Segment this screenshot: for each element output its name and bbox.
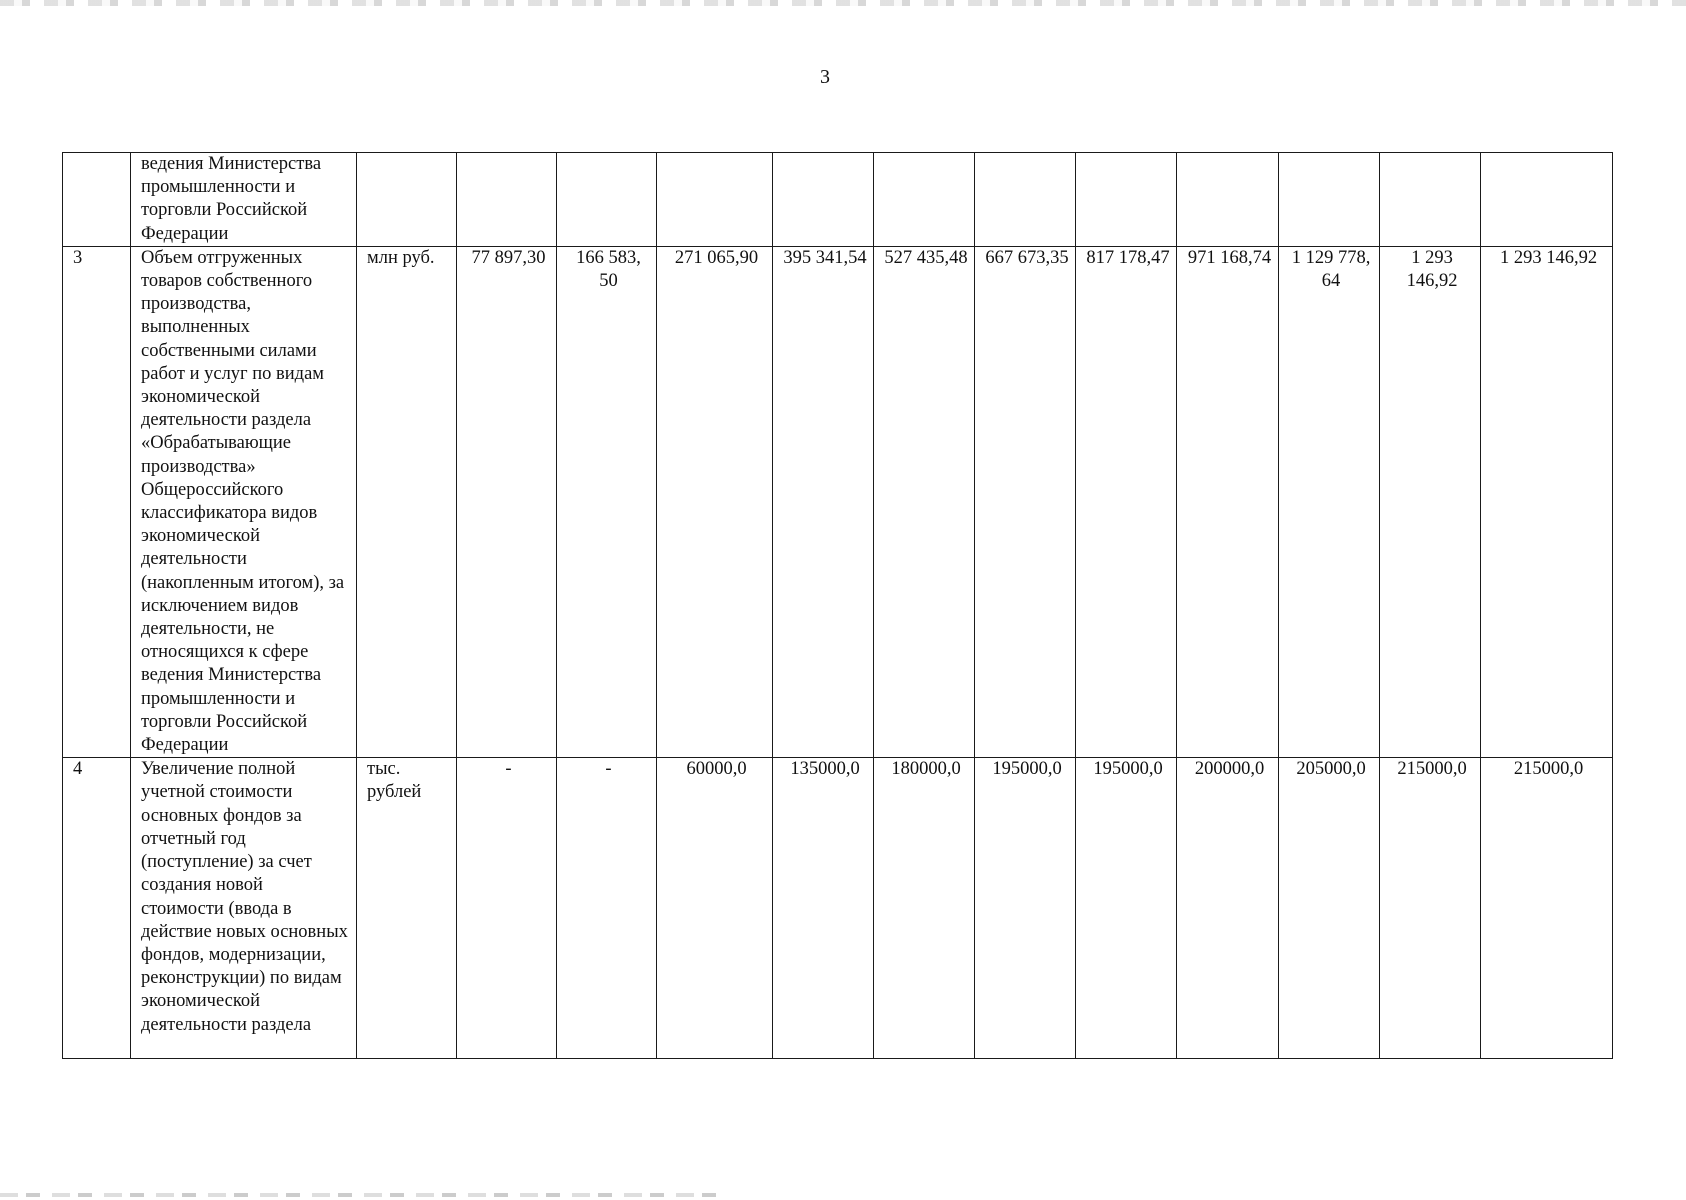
value-cell: - — [457, 758, 557, 1059]
indicator-name: Увеличение полной учетной стоимости основных фондов за отчетный год (поступление) за счет создания новой стоимости (ввода в действие новых основных фондов, модернизации, реконструкции) по видам экономической деятельности раздела — [131, 758, 357, 1059]
value-cell: 395 341,54 — [773, 246, 874, 757]
value-cell: 527 435,48 — [874, 246, 975, 757]
table-row — [63, 758, 1613, 1059]
row-index: 3 — [63, 246, 131, 757]
value-cell: 135000,0 — [773, 758, 874, 1059]
value-cell: 817 178,47 — [1076, 246, 1177, 757]
value-cell: 1 129 778, 64 — [1279, 246, 1380, 757]
page-number: 3 — [820, 66, 830, 88]
table-row — [63, 246, 1613, 757]
value-cell: 60000,0 — [657, 758, 773, 1059]
value-cell: 77 897,30 — [457, 246, 557, 757]
value-cell: 215000,0 — [1481, 758, 1613, 1059]
value-cell — [1380, 153, 1481, 247]
value-cell: 271 065,90 — [657, 246, 773, 757]
value-cell: 205000,0 — [1279, 758, 1380, 1059]
value-cell: 667 673,35 — [975, 246, 1076, 757]
value-cell: 1 293 146,92 — [1481, 246, 1613, 757]
value-cell — [557, 153, 657, 247]
indicators-table — [62, 152, 1613, 1059]
value-cell: 1 293 146,92 — [1380, 246, 1481, 757]
row-index — [63, 153, 131, 247]
indicator-name: ведения Министерства промышленности и торговли Российской Федерации — [131, 153, 357, 247]
scan-edge-top — [0, 0, 1686, 6]
value-cell — [773, 153, 874, 247]
value-cell — [657, 153, 773, 247]
value-cell: 215000,0 — [1380, 758, 1481, 1059]
value-cell: 180000,0 — [874, 758, 975, 1059]
unit-of-measure: млн руб. — [357, 246, 457, 757]
row-index: 4 — [63, 758, 131, 1059]
indicator-name: Объем отгруженных товаров собственного производства, выполненных собственными силами работ и услуг по видам экономической деятельности раздела «Обрабатывающие производства» Общероссийского классификатора видов экономической деятельности (накопленным итогом), за исключением видов деятельности, не относящихся к сфере ведения Министерства промышленности и торговли Российской Федерации — [131, 246, 357, 757]
table-row — [63, 153, 1613, 247]
value-cell — [1481, 153, 1613, 247]
value-cell: 195000,0 — [1076, 758, 1177, 1059]
value-cell: 971 168,74 — [1177, 246, 1279, 757]
value-cell: - — [557, 758, 657, 1059]
value-cell: 200000,0 — [1177, 758, 1279, 1059]
value-cell — [874, 153, 975, 247]
value-cell: 166 583, 50 — [557, 246, 657, 757]
unit-of-measure: тыс. рублей — [357, 758, 457, 1059]
value-cell: 195000,0 — [975, 758, 1076, 1059]
value-cell — [975, 153, 1076, 247]
value-cell — [1076, 153, 1177, 247]
unit-of-measure — [357, 153, 457, 247]
value-cell — [1177, 153, 1279, 247]
scan-edge-bottom — [0, 1193, 720, 1197]
value-cell — [457, 153, 557, 247]
value-cell — [1279, 153, 1380, 247]
